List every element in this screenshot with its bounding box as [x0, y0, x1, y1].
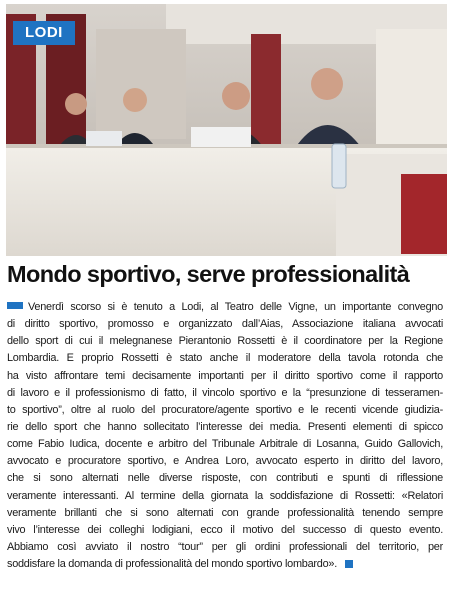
lead-square-icon — [7, 302, 23, 309]
article-line: to sportivo”, oltre al ruolo del procuratore/agente sportivo e le recenti vicende giudizia- — [7, 403, 443, 416]
article-headline: Mondo sportivo, serve professionalità — [7, 261, 410, 287]
article-line: veramente interessanti. Al termine della giornata la soddisfazione di Rossetti: «Relatori — [7, 489, 443, 502]
article-photo — [6, 4, 447, 256]
article-line: che si sono alternati nelle diverse risposte, con contributi e spunti di riflessione — [7, 472, 443, 485]
article-line: Abbiamo così avviato il nostro “tour” per gli ordini professionali del territorio, per — [7, 540, 443, 553]
article-line: di lavoro e il professionismo di fatto, il vincolo sportivo e la “presunzione di tesseramen- — [7, 386, 443, 399]
article-line: dello sport di cui il melegnanese Pierantonio Rossetti è il coordinatore per la Regione — [7, 335, 443, 348]
article-line: rie dello sport che hanno sollecitato l’interesse dei media. Presenti elementi di spicco — [7, 420, 443, 433]
article-line: Venerdì scorso si è tenuto a Lodi, al Teatro delle Vigne, un importante convegno — [7, 299, 443, 316]
article-line: soddisfare la domanda di professionalità del mondo sportivo lombardo». — [7, 556, 443, 573]
article-body — [7, 299, 443, 573]
article-line: Lombardia. E proprio Rossetti è stato anche il moderatore della tavola rotonda che — [7, 352, 443, 365]
article-line: vivo l’interesse dei colleghi lodigiani, ecco il motivo del successo di questo evento. — [7, 523, 443, 536]
article-line: di diritto sportivo, promosso e organizzato dall’Aias, Associazione italiana avvocati — [7, 318, 443, 331]
section-tag: LODI — [13, 21, 75, 45]
article-line: ha visto affrontare temi decisamente importanti per il diritto sportivo come il rapporto — [7, 369, 443, 382]
article-line: veramente brillanti che si sono alternati con grande professionalità tenendo sempre — [7, 506, 443, 519]
article-line: avvocato e procuratore sportivo, e Andrea Loro, avvocato esperto in diritto del lavoro, — [7, 455, 443, 468]
end-square-icon — [345, 560, 353, 568]
article-line: come Fabio Iudica, docente e arbitro del Tribunale Arbitrale di Losanna, Guido Gallovich, — [7, 438, 443, 451]
